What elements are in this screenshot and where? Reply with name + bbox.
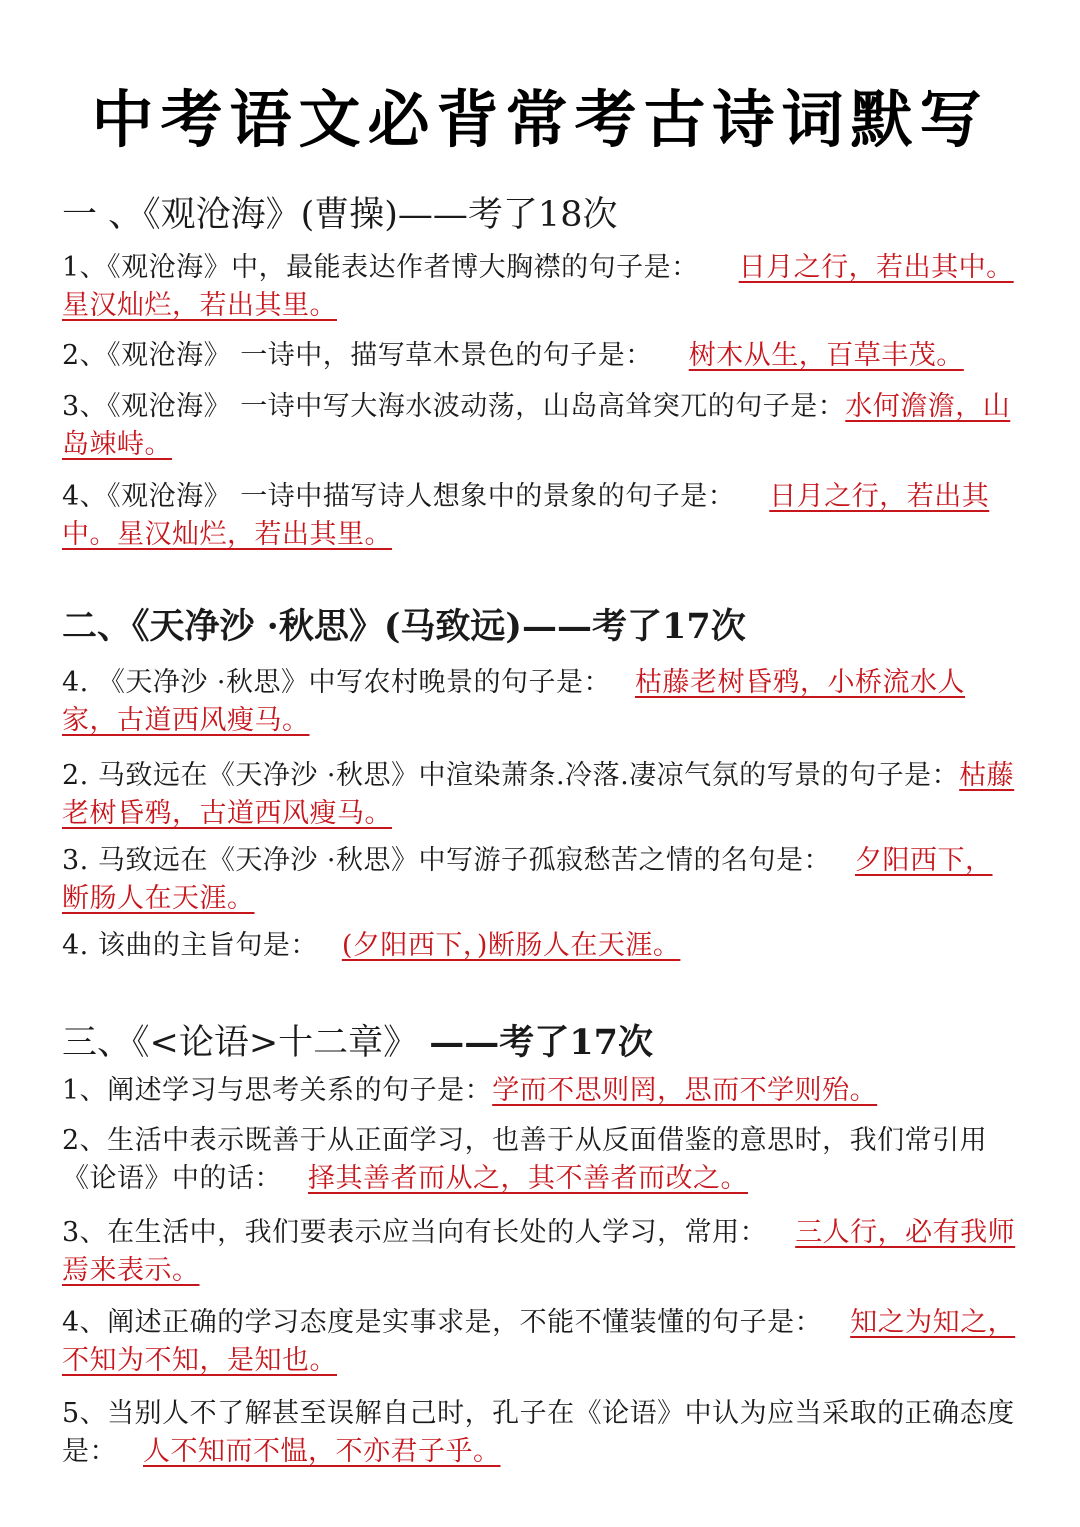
answer-text: 枯藤老树昏鸦，小桥流水人家，古道西风瘦马。 bbox=[62, 667, 966, 736]
question-prompt: 4. 该曲的主旨句是： bbox=[62, 930, 318, 961]
answer-text: 水何澹澹，山岛竦峙。 bbox=[62, 391, 1011, 460]
question-item bbox=[62, 337, 1018, 375]
question-item bbox=[62, 1304, 1018, 1380]
section-heading-tian-jing-sha: 二、《天净沙 ·秋思》(马致远)——考了17次 bbox=[62, 606, 746, 647]
question-prompt: 1、《观沧海》中，最能表达作者博大胸襟的句子是： bbox=[62, 252, 699, 283]
question-prompt: 2、《观沧海》 一诗中，描写草木景色的句子是： bbox=[62, 340, 653, 371]
answer-text: 人不知而不愠，不亦君子乎。 bbox=[143, 1436, 501, 1467]
question-item bbox=[62, 842, 1018, 918]
section-heading-guan-cang-hai: 一 、《观沧海》(曹操)——考了18次 bbox=[62, 195, 618, 235]
question-item bbox=[62, 1122, 1018, 1198]
answer-text: 三人行，必有我师焉来表示。 bbox=[62, 1217, 1016, 1286]
question-prompt: 4、阐述正确的学习态度是实事求是，不能不懂装懂的句子是： bbox=[62, 1307, 823, 1338]
answer-text: 夕阳西下，断肠人在天涯。 bbox=[62, 845, 993, 914]
question-prompt: 3、在生活中，我们要表示应当向有长处的人学习，常用： bbox=[62, 1217, 768, 1248]
page-title: 中考语文必背常考古诗词默写 bbox=[91, 83, 989, 156]
answer-text: 日月之行，若出其中。星汉灿烂，若出其里。 bbox=[62, 252, 1014, 321]
answer-text: (夕阳西下，)断肠人在天涯。 bbox=[341, 930, 681, 961]
answer-text: 学而不思则罔，思而不学则殆。 bbox=[492, 1075, 878, 1106]
question-item bbox=[62, 1072, 1018, 1110]
section-heading-lun-yu bbox=[62, 1020, 653, 1066]
question-item bbox=[62, 1395, 1018, 1471]
question-item bbox=[62, 757, 1018, 833]
question-item bbox=[62, 388, 1018, 464]
question-prompt: 2、生活中表示既善于从正面学习，也善于从反面借鉴的意思时，我们常引用《论语》中的话： bbox=[62, 1125, 988, 1194]
answer-text: 知之为知之，不知为不知，是知也。 bbox=[62, 1307, 1016, 1376]
answer-text: 日月之行，若出其中。星汉灿烂，若出其里。 bbox=[62, 481, 990, 550]
question-item bbox=[62, 664, 1018, 740]
question-prompt: 5、当别人不了解甚至误解自己时，孔子在《论语》中认为应当采取的正确态度是： bbox=[62, 1398, 1015, 1467]
section-heading-text: 三、《<论语>十二章》 ——考了17次 bbox=[62, 1022, 653, 1063]
question-item bbox=[62, 249, 1018, 325]
question-prompt: 3、《观沧海》 一诗中写大海水波动荡，山岛高耸突兀的句子是： bbox=[62, 391, 846, 422]
question-item bbox=[62, 1214, 1018, 1290]
question-item bbox=[62, 478, 1018, 554]
question-item bbox=[62, 927, 1018, 965]
question-prompt: 3. 马致远在《天净沙 ·秋思》中写游子孤寂愁苦之情的名句是： bbox=[62, 845, 832, 876]
answer-text: 择其善者而从之，其不善者而改之。 bbox=[308, 1163, 748, 1194]
question-prompt: 1、阐述学习与思考关系的句子是： bbox=[62, 1075, 493, 1106]
question-prompt: 4、《观沧海》 一诗中描写诗人想象中的景象的句子是： bbox=[62, 481, 736, 512]
question-prompt: 4. 《天净沙 ·秋思》中写农村晚景的句子是： bbox=[62, 667, 612, 698]
answer-text: 枯藤老树昏鸦，古道西风瘦马。 bbox=[62, 760, 1015, 829]
answer-text: 树木从生，百草丰茂。 bbox=[688, 340, 964, 371]
question-prompt: 2. 马致远在《天净沙 ·秋思》中渲染萧条.冷落.凄凉气氛的写景的句子是： bbox=[62, 760, 960, 791]
